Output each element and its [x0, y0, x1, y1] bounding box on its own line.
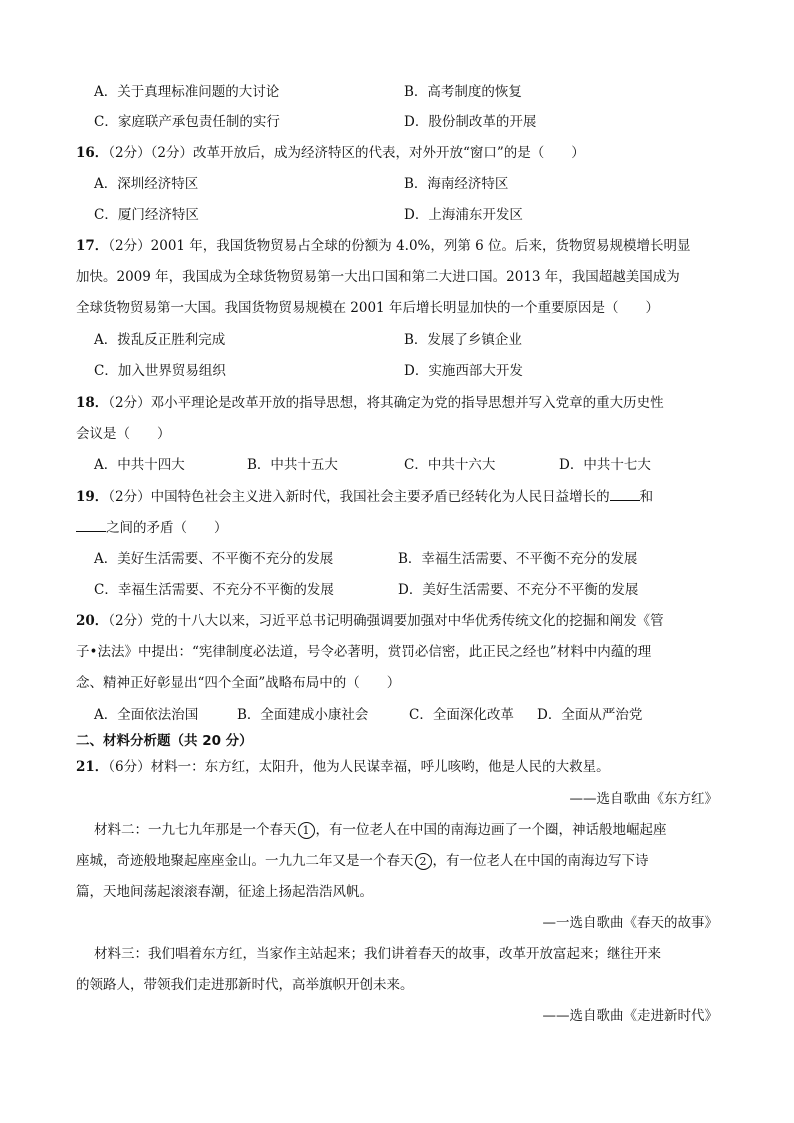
q16-option-d: D．上海浦东开发区 — [404, 207, 523, 223]
q19-option-c: C．幸福生活需要、不充分不平衡的发展 — [94, 582, 334, 598]
q19-stem-line1 — [76, 486, 653, 507]
q19-option-d: D．美好生活需要、不充分不平衡的发展 — [398, 582, 639, 598]
q18-option-a: A．中共十四大 — [94, 457, 185, 473]
q18-stem-line2: 会议是（ ） — [76, 426, 171, 442]
q21-material2-text-b: ，有一位老人在中国的南海边画了一个圈，神话般地崛起座 — [315, 822, 667, 838]
q20-stem-line3: 念、精神正好彰显出“四个全面”战略布局中的（ ） — [76, 675, 401, 691]
q18-text-1: （2分）邓小平理论是改革开放的指导思想，将其确定为党的指导思想并写入党章的重大历史性 — [108, 395, 664, 411]
q19-text-2: 之间的矛盾（ ） — [106, 520, 228, 536]
q21-material2-text-c: 座城，奇迹般地聚起座座金山。一九九二年又是一个春天 — [76, 853, 414, 869]
q17-number: 17． — [76, 238, 109, 254]
q16-option-a: A．深圳经济特区 — [94, 176, 199, 192]
q20-option-a: A．全面依法治国 — [94, 707, 199, 723]
q21-material1-source: ——选自歌曲《东方红》 — [569, 791, 718, 807]
q18-stem-line1 — [76, 393, 664, 413]
q18-option-b: B．中共十五大 — [247, 457, 338, 473]
q16-stem — [76, 143, 585, 163]
q19-number: 19． — [76, 489, 109, 505]
q15-option-a: A．关于真理标准问题的大讨论 — [94, 84, 280, 100]
q20-option-d: D．全面从严治党 — [537, 707, 643, 723]
q16-option-b: B．海南经济特区 — [404, 176, 509, 192]
q18-number: 18． — [76, 395, 109, 411]
q19-blank-1 — [610, 486, 640, 501]
q20-number: 20． — [76, 613, 109, 629]
q20-option-c: C．全面深化改革 — [409, 707, 514, 723]
q20-text-1: （2分）党的十八大以来，习近平总书记明确强调要加强对中华优秀传统文化的挖掘和阐发《管 — [108, 613, 664, 629]
circled-number-2: 2 — [415, 853, 432, 870]
q21-material2-source: —一选自歌曲《春天的故事》 — [542, 915, 718, 931]
q20-stem-line2: 子•法法》中提出：“宪律制度必法道，号令必著明，赏罚必信密，此正民之经也”材料中内蕴的理 — [76, 644, 652, 660]
q21-material2-line2 — [76, 851, 649, 871]
q21-material1-text: （6分）材料一：东方红，太阳升，他为人民谋幸福，呼儿咳哟，他是人民的大救星。 — [108, 759, 610, 775]
q19-text-1a: （2分）中国特色社会主义进入新时代，我国社会主要矛盾已经转化为人民日益增长的 — [108, 489, 610, 505]
q17-option-d: D．实施西部大开发 — [404, 363, 523, 379]
q21-material3-line2: 的领路人，带领我们走进那新时代，高举旗帜开创未来。 — [76, 977, 414, 993]
q20-option-b: B．全面建成小康社会 — [237, 707, 369, 723]
q19-option-b: B．幸福生活需要、不平衡不充分的发展 — [398, 551, 638, 567]
q20-stem-line1 — [76, 611, 664, 631]
q15-option-c: C．家庭联产承包责任制的实行 — [94, 114, 280, 130]
q19-stem-line2 — [76, 517, 228, 538]
q21-material2-line3: 篇，天地间荡起滚滚春潮，征途上扬起浩浩风帆。 — [76, 884, 373, 900]
q15-option-b: B．高考制度的恢复 — [404, 84, 522, 100]
q17-stem-line1 — [76, 236, 691, 256]
q19-option-a: A．美好生活需要、不平衡不充分的发展 — [94, 551, 334, 567]
q16-option-c: C．厦门经济特区 — [94, 207, 199, 223]
q21-material3-line1: 材料三：我们唱着东方红，当家作主站起来；我们讲着春天的故事，改革开放富起来；继往开来 — [94, 946, 661, 962]
q15-option-d: D．股份制改革的开展 — [404, 114, 537, 130]
q17-option-c: C．加入世界贸易组织 — [94, 363, 226, 379]
q21-material1 — [76, 757, 610, 777]
q16-text: （2分）（2分）改革开放后，成为经济特区的代表，对外开放“窗口”的是（ ） — [108, 145, 585, 161]
q17-stem-line2: 加快。2009 年，我国成为全球货物贸易第一大出口国和第二大进口国。2013 年，我国超越美国成为 — [76, 269, 680, 285]
q17-text-1: （2分）2001 年，我国货物贸易占全球的份额为 4.0%，列第 6 位。后来，货物贸易规模增长明显 — [108, 238, 691, 254]
circled-number-1: 1 — [298, 822, 315, 839]
q16-number: 16． — [76, 145, 109, 161]
q17-option-b: B．发展了乡镇企业 — [404, 332, 522, 348]
q17-option-a: A．拨乱反正胜利完成 — [94, 332, 226, 348]
q21-material2-text-a: 材料二：一九七九年那是一个春天 — [94, 822, 297, 838]
section2-heading: 二、材料分析题（共 20 分） — [76, 733, 253, 749]
q21-number: 21． — [76, 759, 109, 775]
q21-material3-source: ——选自歌曲《走进新时代》 — [542, 1008, 718, 1024]
q21-material2-line1 — [94, 820, 667, 840]
q19-text-1b: 和 — [639, 489, 654, 505]
q19-blank-2 — [76, 517, 106, 532]
q21-material2-text-d: ，有一位老人在中国的南海边写下诗 — [432, 853, 649, 869]
q18-option-d: D．中共十七大 — [559, 457, 651, 473]
q17-stem-line3: 全球货物贸易第一大国。我国货物贸易规模在 2001 年后增长明显加快的一个重要原因是（ ） — [76, 300, 659, 316]
q18-option-c: C．中共十六大 — [404, 457, 496, 473]
